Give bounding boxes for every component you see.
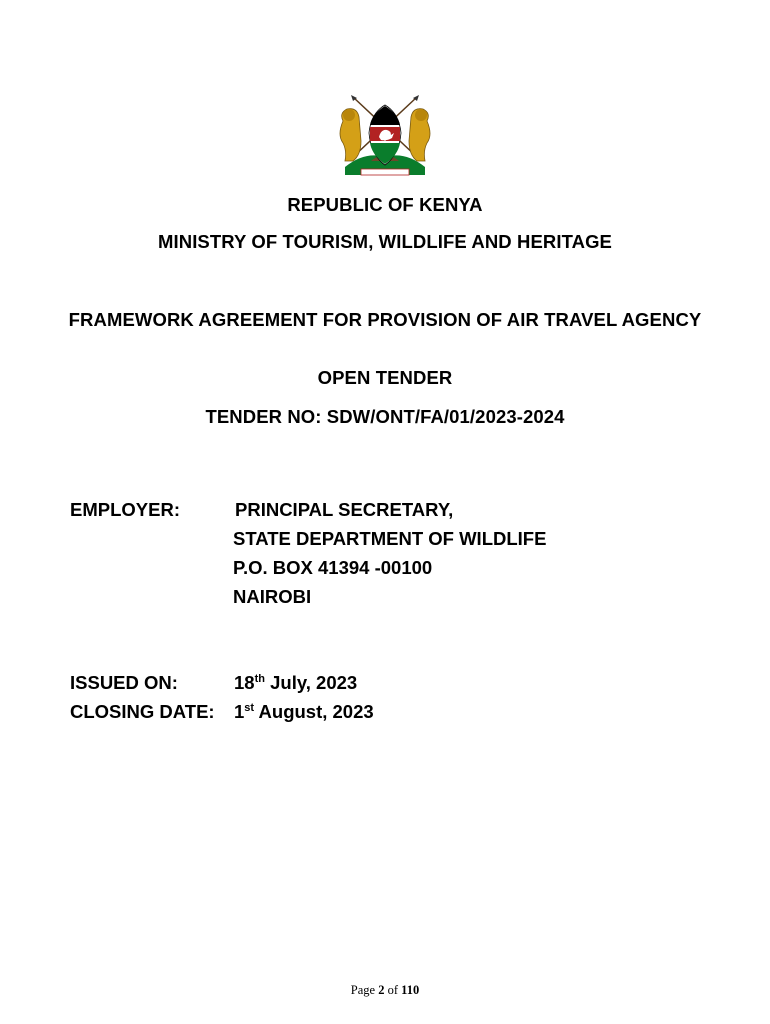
page-word: Page: [350, 983, 376, 997]
total-pages: 110: [401, 983, 420, 997]
issued-day: 18: [234, 672, 255, 693]
document-title: FRAMEWORK AGREEMENT FOR PROVISION OF AIR TRAVEL AGENCY: [68, 309, 702, 330]
issued-row: [70, 672, 358, 694]
employer-line-1: PRINCIPAL SECRETARY,: [235, 499, 454, 520]
ministry-heading: MINISTRY OF TOURISM, WILDLIFE AND HERITAGE: [157, 231, 613, 252]
kenya-coat-of-arms-icon: [331, 95, 439, 177]
issued-month-year: July, 2023: [264, 672, 358, 693]
page-number: 2: [378, 983, 385, 997]
issued-label: ISSUED ON:: [70, 672, 178, 693]
issued-day-suffix: th: [254, 673, 265, 685]
closing-date: [234, 701, 374, 723]
page-footer: [0, 983, 770, 998]
employer-label: EMPLOYER:: [70, 499, 180, 520]
employer-line-4: NAIROBI: [233, 586, 312, 607]
employer-line-2: STATE DEPARTMENT OF WILDLIFE: [233, 528, 547, 549]
closing-day-suffix: st: [244, 702, 255, 714]
of-word: of: [387, 983, 399, 997]
closing-month-year: August, 2023: [254, 701, 374, 722]
issued-date: [234, 672, 357, 694]
closing-label: CLOSING DATE:: [70, 701, 215, 722]
closing-day: 1: [234, 701, 245, 722]
tender-number: TENDER NO: SDW/ONT/FA/01/2023-2024: [205, 406, 565, 427]
closing-row: [70, 701, 374, 723]
employer-line-3: P.O. BOX 41394 -00100: [233, 557, 433, 578]
tender-type: OPEN TENDER: [317, 367, 453, 388]
country-heading: REPUBLIC OF KENYA: [287, 194, 483, 215]
